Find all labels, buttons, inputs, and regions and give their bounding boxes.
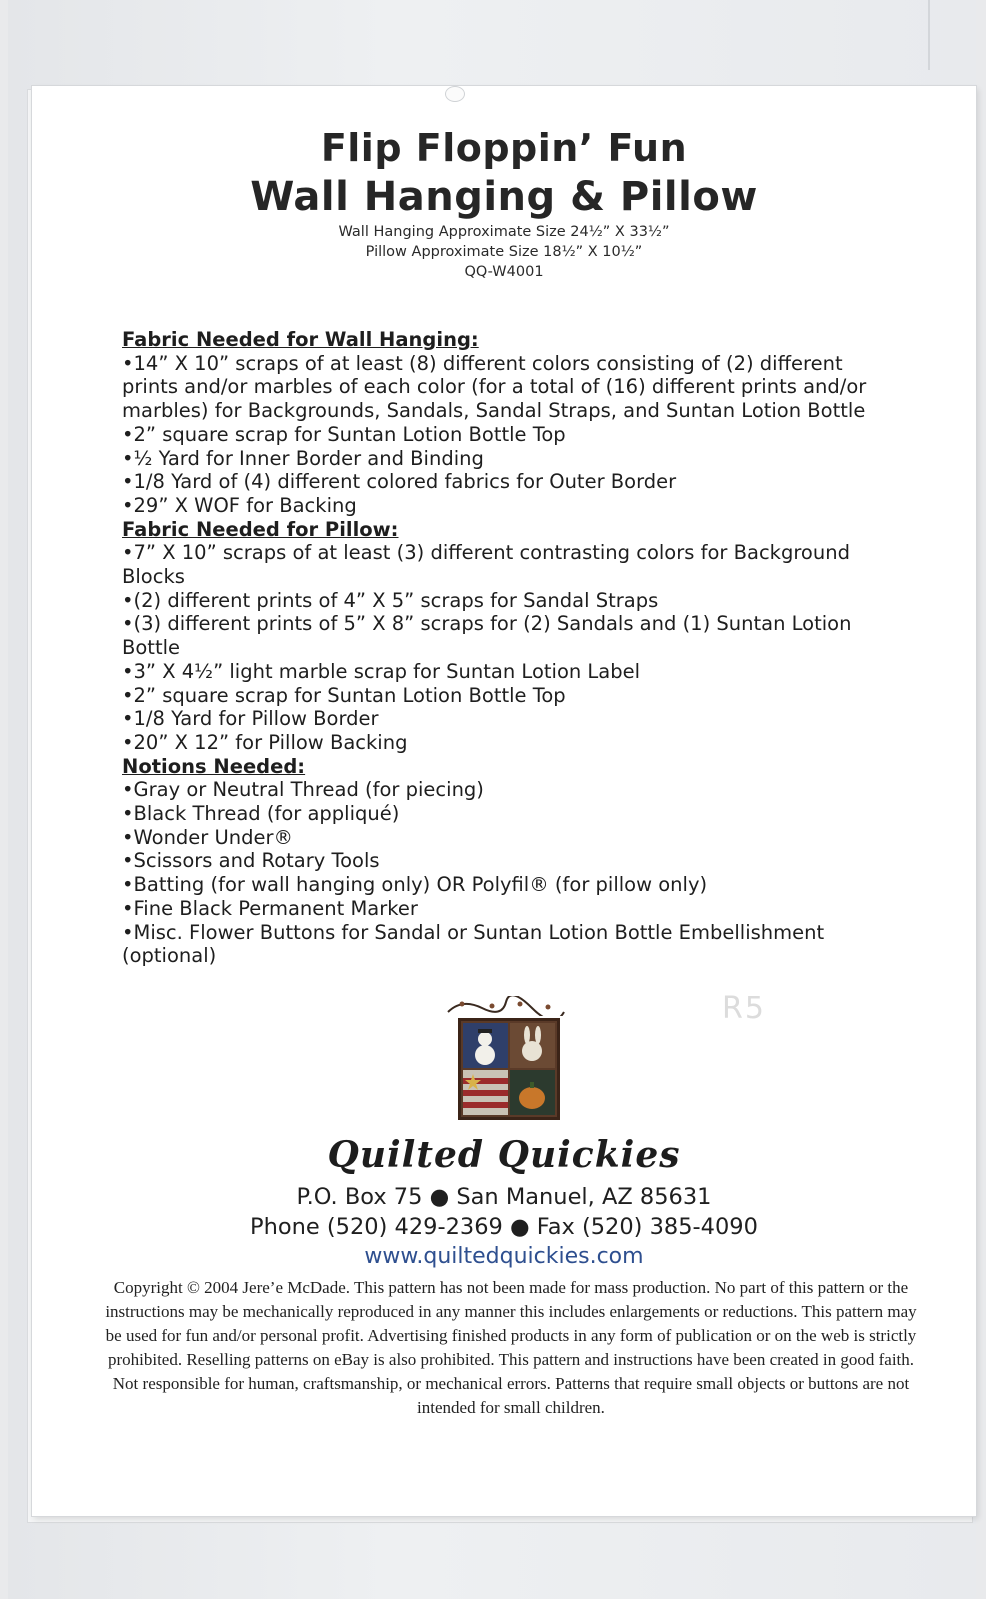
materials-list bbox=[122, 328, 867, 968]
sleeve-seam bbox=[928, 0, 930, 70]
notions-heading: Notions Needed: bbox=[122, 754, 306, 778]
website-link[interactable]: www.quiltedquickies.com bbox=[364, 1244, 644, 1269]
pattern-code: QQ-W4001 bbox=[464, 264, 544, 280]
phone-fax: Phone (520) 429-2369 ● Fax (520) 385-4090 bbox=[250, 1214, 758, 1240]
list-item: Blocks bbox=[122, 565, 185, 589]
list-item: Bottle bbox=[122, 636, 181, 660]
copyright-notice: Copyright © 2004 Jere’e McDade. This pattern has not been made for mass production. No part of this pattern or the instructions may be mechanically reproduced in any manner this includes enlargements or reductions. This pattern may be used for fun and/or personal profit. Advertising finished products in any form of publication or on the web is strictly prohibited. Reselling patterns on eBay is also prohibited. This pattern and instructions have been created in good faith. Not responsible for human, craftsmanship, or mechanical errors. Patterns that require small objects or buttons are not intended for small children. bbox=[105, 1278, 917, 1417]
notions-list bbox=[122, 778, 825, 968]
mailing-address: P.O. Box 75 ● San Manuel, AZ 85631 bbox=[296, 1184, 712, 1210]
title-line-1: Flip Floppin’ Fun bbox=[320, 126, 688, 170]
quilt-block-logo bbox=[442, 996, 570, 1130]
pillow-fabric-heading: Fabric Needed for Pillow: bbox=[122, 517, 399, 541]
pattern-card bbox=[32, 86, 976, 1516]
bunny-block-icon bbox=[510, 1023, 555, 1068]
title-line-2: Wall Hanging & Pillow bbox=[250, 174, 758, 220]
flag-block-icon bbox=[463, 1070, 508, 1115]
list-item: •Gray or Neutral Thread (for piecing) bbox=[122, 778, 484, 802]
list-item: prints and/or marbles of each color (for a total of (16) different prints and/or bbox=[122, 375, 867, 399]
list-item: •29” X WOF for Backing bbox=[122, 493, 357, 517]
list-item: •(3) different prints of 5” X 8” scraps for (2) Sandals and (1) Suntan Lotion bbox=[122, 612, 852, 636]
list-item: •2” square scrap for Suntan Lotion Bottle Top bbox=[122, 683, 566, 707]
list-item: •Batting (for wall hanging only) OR Polyfil® (for pillow only) bbox=[122, 873, 708, 897]
pillow-fabric-list bbox=[122, 541, 852, 754]
wall-size: Wall Hanging Approximate Size 24½” X 33½” bbox=[338, 224, 670, 240]
pillow-size: Pillow Approximate Size 18½” X 10½” bbox=[365, 244, 643, 260]
vine-icon bbox=[442, 996, 570, 1016]
snowman-block-icon bbox=[463, 1023, 508, 1068]
list-item: •20” X 12” for Pillow Backing bbox=[122, 730, 408, 754]
wall-fabric-list bbox=[122, 351, 867, 518]
hang-hole bbox=[445, 86, 465, 102]
brand-name: Quilted Quickies bbox=[327, 1134, 681, 1176]
list-item: •Black Thread (for appliqué) bbox=[122, 802, 400, 826]
list-item: (optional) bbox=[122, 944, 217, 968]
list-item: •½ Yard for Inner Border and Binding bbox=[122, 446, 484, 470]
list-item: marbles) for Backgrounds, Sandals, Sandal Straps, and Suntan Lotion Bottle bbox=[122, 399, 866, 423]
logo-frame bbox=[458, 1018, 560, 1120]
list-item: •7” X 10” scraps of at least (3) different contrasting colors for Background bbox=[122, 541, 850, 565]
list-item: •Wonder Under® bbox=[122, 825, 294, 849]
faint-stamp: R5 bbox=[722, 991, 766, 1026]
list-item: •2” square scrap for Suntan Lotion Bottle Top bbox=[122, 422, 566, 446]
pumpkin-block-icon bbox=[510, 1070, 555, 1115]
list-item: •(2) different prints of 4” X 5” scraps for Sandal Straps bbox=[122, 588, 659, 612]
list-item: •Misc. Flower Buttons for Sandal or Suntan Lotion Bottle Embellishment bbox=[122, 920, 825, 944]
wall-fabric-heading: Fabric Needed for Wall Hanging: bbox=[122, 328, 479, 351]
list-item: •1/8 Yard for Pillow Border bbox=[122, 707, 379, 731]
list-item: •3” X 4½” light marble scrap for Suntan Lotion Label bbox=[122, 659, 641, 683]
list-item: •Scissors and Rotary Tools bbox=[122, 849, 380, 873]
list-item: •1/8 Yard of (4) different colored fabrics for Outer Border bbox=[122, 470, 677, 494]
list-item: •Fine Black Permanent Marker bbox=[122, 896, 418, 920]
list-item: •14” X 10” scraps of at least (8) different colors consisting of (2) different bbox=[122, 351, 843, 375]
